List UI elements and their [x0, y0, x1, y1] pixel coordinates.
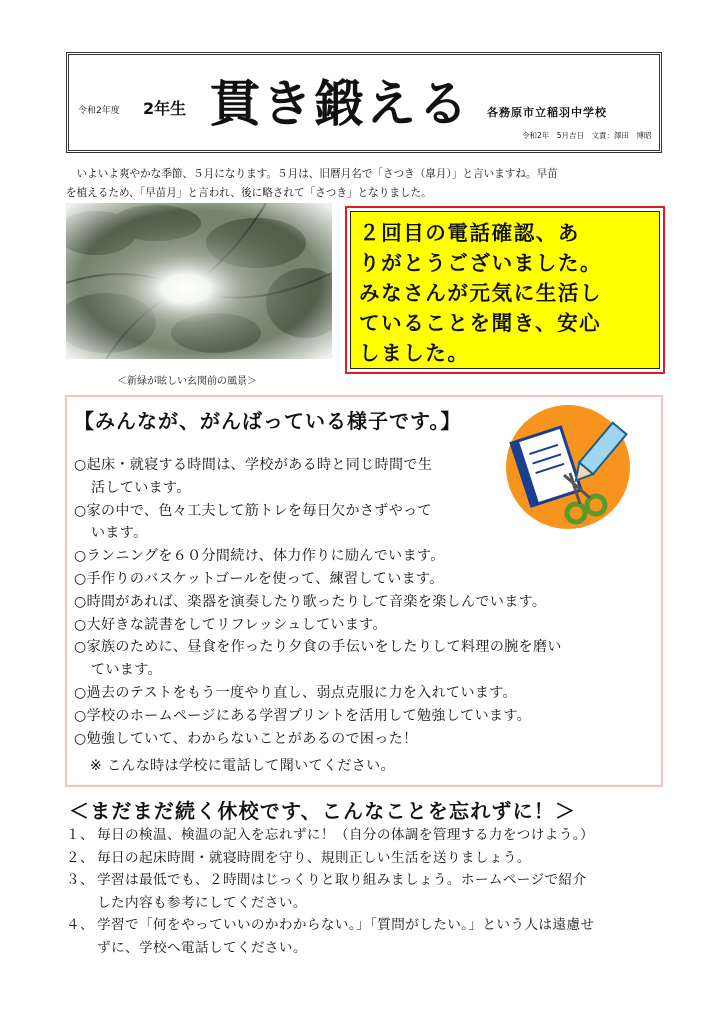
notice-line: しました。 [359, 341, 470, 365]
entrance-photo [66, 203, 332, 359]
photo-caption: ＜新緑が眩しい玄関前の風景＞ [117, 376, 257, 387]
notice-line: りがとうございました。 [359, 251, 603, 275]
notice-body [350, 211, 660, 369]
list-item: ○勉強していて、わからないことがあるので困った！ [74, 730, 418, 747]
list-item: １、 毎日の検温、検温の記入を忘れずに！（自分の体調を管理する力をつけよう。） [66, 827, 594, 843]
activities-note: ※ こんな時は学校に電話して聞いてください。 [90, 758, 395, 774]
list-item: ○大好きな読書をしてリフレッシュしています。 [74, 616, 387, 633]
intro-paragraph [66, 165, 664, 203]
activities-list [74, 454, 662, 750]
grade-label: 2年生 [143, 99, 187, 118]
list-item: ○ランニングを６０分間続け、体力作りに励んでいます。 [74, 548, 445, 565]
list-item: ○家の中で、色々工夫して筋トレを毎日欠かさずやって います。 [74, 502, 432, 542]
reminders-title: ＜まだまだ続く休校です、こんなことを忘れずに！＞ [69, 799, 577, 823]
tree-sun-image [66, 203, 332, 359]
activities-title: 【みんなが、がんばっている様子です。】 [74, 409, 462, 433]
date-author: 令和2年 5月吉日 文責：澤田 博昭 [522, 131, 652, 140]
list-item: ○家族のために、昼食を作ったり夕食の手伝いをしたりして料理の腕を磨い ています。 [74, 639, 562, 679]
list-item: ２、 毎日の起床時間・就寝時間を守り、規則正しい生活を送りましょう。 [66, 849, 531, 866]
list-item: ３、 学習は最低でも、２時間はじっくりと取り組みましょう。ホームページで紹介 した内容も参考にしてください。 [66, 872, 587, 911]
school-year: 令和2年度 [78, 106, 120, 116]
notice-line: ていることを聞き、安心 [359, 311, 602, 335]
list-item: ４、 学習で「何をやっていいのかわからない。」「質問がしたい。」という人は遠慮せ ずに、学校へ電話してください。 [66, 917, 595, 956]
list-item: ○起床・就寝する時間は、学校がある時と同じ時間で生 活しています。 [74, 457, 433, 496]
thanks-notice [345, 206, 665, 374]
notice-line: みなさんが元気に生活し [359, 281, 603, 305]
list-item: ○時間があれば、楽器を演奏したり歌ったりして音楽を楽しんでいます。 [74, 593, 547, 610]
newsletter-title: 貫き鍛える [210, 75, 470, 133]
notice-line: ２回目の電話確認、あ [359, 221, 580, 245]
reminders-list [66, 824, 666, 959]
school-name: 各務原市立稲羽中学校 [487, 106, 607, 119]
intro-line: を植えるため、「早苗月」と言われ、後に略されて「さつき」となりました。 [66, 187, 432, 199]
list-item: ○過去のテストをもう一度やり直し、弱点克服に力を入れています。 [74, 684, 517, 701]
list-item: ○手作りのバスケットゴールを使って、練習しています。 [74, 570, 444, 587]
intro-line: いよいよ爽やかな季節、５月になります。５月は、旧暦月名で「さつき（皐月）」と言いますね。早苗 [66, 168, 558, 180]
list-item: ○学校のホームページにある学習プリントを活用して勉強しています。 [74, 707, 532, 724]
